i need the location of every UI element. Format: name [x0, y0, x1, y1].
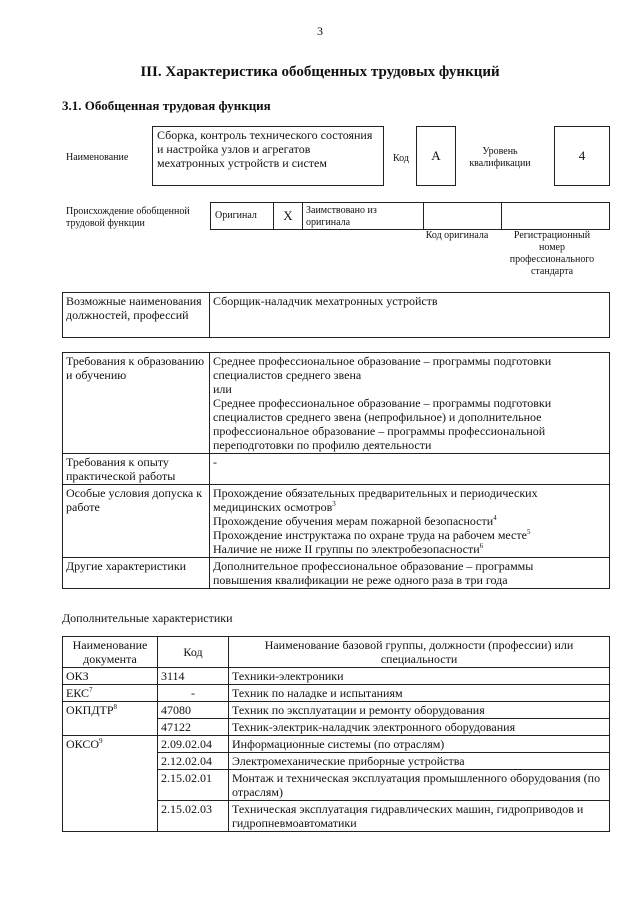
table-row [63, 702, 610, 719]
positions-table [62, 292, 610, 338]
positions-label: Возможные наименования должностей, профессий [63, 293, 210, 338]
borrowed-label: Заимствовано из оригинала [306, 205, 377, 228]
positions-value: Сборщик-наладчик мехатронных устройств [210, 293, 610, 338]
requirements-table [62, 352, 610, 589]
header-document: Наименование документа [63, 637, 158, 668]
other-label: Другие характеристики [63, 558, 210, 589]
condition-line: Наличие не ниже II группы по электробезопасности$^6$ [213, 542, 484, 556]
conditions-row [63, 485, 610, 558]
code-value-box: А [416, 126, 456, 186]
name-cell: Электромеханические приборные устройства [229, 753, 610, 770]
education-row [63, 353, 610, 454]
doc-cell: ОКСО$^9$ [63, 736, 158, 832]
level-value-box: 4 [554, 126, 610, 186]
header-name: Наименование базовой группы, должности (профессии) или специальности [229, 637, 610, 668]
condition-line: Прохождение инструктажа по охране труда на рабочем месте$^5$ [213, 528, 531, 542]
reg-number-caption: Регистрационный номер профессионального стандарта [509, 230, 595, 277]
name-cell: Техники-электроники [229, 668, 610, 685]
code-cell: 47122 [158, 719, 229, 736]
education-value [210, 353, 610, 454]
condition-line: Прохождение обязательных предварительных и периодических [213, 486, 538, 500]
code-cell: 2.12.02.04 [158, 753, 229, 770]
code-cell: 2.15.02.03 [158, 801, 229, 832]
experience-value: - [210, 454, 610, 485]
table-row [63, 685, 610, 702]
name-cell: Техник-электрик-наладчик электронного оборудования [229, 719, 610, 736]
footnote-ref: 3 [332, 500, 336, 508]
footnote-ref: 6 [479, 542, 484, 550]
doc-cell: ОКПДТР$^8$ [63, 702, 158, 736]
name-cell: Монтаж и техническая эксплуатация промышленного оборудования (по отраслям) [229, 770, 610, 801]
footnote-ref: 4 [493, 514, 497, 522]
condition-line: Прохождение обучения мерам пожарной безопасности$^4$ [213, 514, 497, 528]
conditions-value [210, 485, 610, 558]
doc-cell: ОКЗ [63, 668, 158, 685]
additional-table [62, 636, 610, 832]
code-cell: 2.15.02.01 [158, 770, 229, 801]
other-line: Дополнительное профессиональное образование – программы [213, 559, 534, 573]
function-name-box: Сборка, контроль технического состояния и настройка узлов и агрегатов мехатронных устройств и систем [152, 126, 384, 186]
name-label: Наименование [66, 152, 129, 163]
table-row [63, 736, 610, 753]
original-mark: Х [273, 203, 303, 229]
name-cell: Техническая эксплуатация гидравлических машин, гидроприводов и гидропневмоавтоматики [229, 801, 610, 832]
education-line: Среднее профессиональное образование – программы подготовки [213, 396, 552, 410]
education-line: специалистов среднего звена [213, 368, 362, 382]
doc-cell: ЕКС$^7$ [63, 685, 158, 702]
education-line: профессиональное образование – программы профессиональной [213, 424, 546, 438]
table-row [63, 668, 610, 685]
experience-label: Требования к опыту практической работы [63, 454, 210, 485]
footnote-ref: 9 [99, 737, 103, 745]
level-label: Уровень квалификации [469, 146, 531, 169]
name-cell: Техник по эксплуатации и ремонту оборудования [229, 702, 610, 719]
conditions-label: Особые условия допуска к работе [63, 485, 210, 558]
code-cell: 3114 [158, 668, 229, 685]
footnote-ref: 8 [113, 703, 118, 711]
education-line: Среднее профессиональное образование – программы подготовки [213, 354, 552, 368]
additional-header-row [63, 637, 610, 668]
code-label: Код [393, 153, 409, 164]
education-line: специалистов среднего звена (непрофильное) и дополнительное [213, 410, 542, 424]
condition-line: медицинских осмотров$^3$ [213, 500, 336, 514]
additional-title: Дополнительные характеристики [62, 611, 233, 625]
section-title: III. Характеристика обобщенных трудовых функций [140, 64, 500, 80]
code-cell: 47080 [158, 702, 229, 719]
origin-label: Происхождение обобщенной трудовой функции [66, 206, 190, 229]
name-cell: Техник по наладке и испытаниям [229, 685, 610, 702]
other-value [210, 558, 610, 589]
header-code: Код [158, 637, 229, 668]
code-cell: - [158, 685, 229, 702]
education-line: или [213, 382, 232, 396]
footnote-ref: 5 [526, 528, 531, 536]
code-original-caption: Код оригинала [425, 230, 489, 241]
page-number: 3 [317, 24, 323, 38]
name-cell: Информационные системы (по отраслям) [229, 736, 610, 753]
origin-divider-1 [423, 203, 424, 229]
other-line: повышения квалификации не реже одного раза в три года [213, 573, 508, 587]
other-row [63, 558, 610, 589]
code-cell: 2.09.02.04 [158, 736, 229, 753]
origin-box [210, 202, 610, 230]
origin-divider-2 [501, 203, 502, 229]
education-label: Требования к образованию и обучению [63, 353, 210, 454]
original-label: Оригинал [215, 210, 257, 221]
education-line: переподготовки по профилю деятельности [213, 438, 432, 452]
positions-row [63, 293, 610, 338]
subsection-title: 3.1. Обобщенная трудовая функция [62, 98, 271, 113]
footnote-ref: 7 [89, 686, 93, 694]
experience-row [63, 454, 610, 485]
